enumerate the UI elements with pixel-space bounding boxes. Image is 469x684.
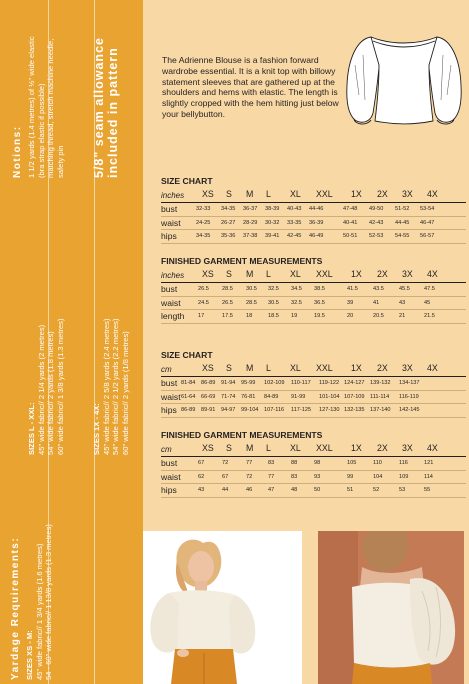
size-header: XL	[290, 269, 301, 279]
table-cell: 30.5	[268, 299, 279, 306]
table-cell: 62	[198, 473, 205, 480]
table-cell: 36-39	[309, 219, 324, 226]
row-label: bust	[161, 377, 178, 388]
table-cell: 88	[291, 459, 298, 466]
table-cell: 20	[347, 313, 354, 320]
table-cell: 101-104	[319, 393, 340, 400]
table-cell: 32.5	[291, 299, 302, 306]
table-cell: 110	[373, 459, 382, 466]
table-cell: 26.5	[198, 285, 209, 292]
table-title: SIZE CHART	[161, 350, 213, 360]
table-cell: 72	[222, 459, 229, 466]
yardage-1x-4x-block	[92, 319, 130, 456]
size-header: XXL	[316, 443, 333, 453]
size-header: XL	[290, 443, 301, 453]
size-header: 3X	[402, 443, 413, 453]
table-cell: 18	[246, 313, 253, 320]
table-row	[161, 471, 466, 485]
table-row	[161, 297, 466, 311]
table-cell: 104	[373, 473, 383, 480]
size-header: 2X	[377, 269, 388, 279]
table-cell: 66-69	[201, 393, 216, 400]
table-cell: 42-45	[287, 233, 302, 240]
table-row	[161, 457, 466, 471]
yardage-l-xxl-label: SIZES L - XXL:	[27, 402, 36, 455]
finished-measurements-inches	[161, 256, 466, 324]
table-row	[161, 310, 466, 324]
yardage-line: 45" wide fabric// 2 1/4 yards (2 metres)	[36, 324, 46, 455]
notions-block	[12, 36, 65, 178]
size-header: 2X	[377, 189, 388, 199]
table-cell: 124-127	[344, 379, 365, 386]
table-cell: 116	[399, 459, 408, 466]
table-cell: 44-45	[395, 219, 410, 226]
size-header: L	[266, 269, 271, 279]
table-cell: 91-99	[291, 393, 306, 400]
notions-heading: Notions:	[12, 125, 23, 178]
table-cell: 36.5	[314, 299, 325, 306]
table-cell: 95-99	[241, 379, 256, 386]
table-cell: 67	[198, 459, 205, 466]
table-cell: 117-125	[291, 407, 312, 414]
table-row	[161, 230, 466, 244]
size-header: S	[226, 269, 232, 279]
table-cell: 28.5	[222, 285, 233, 292]
yardage-heading: Yardage Requirements:	[10, 536, 21, 680]
table-cell: 119-122	[319, 379, 340, 386]
row-label: hips	[161, 405, 177, 416]
table-cell: 134-137	[399, 379, 420, 386]
notions-line: safety pin	[55, 145, 65, 178]
size-header: XXL	[316, 189, 333, 199]
table-cell: 127-130	[319, 407, 340, 414]
size-header: S	[226, 443, 232, 453]
size-header: 2X	[377, 443, 388, 453]
size-header: S	[226, 363, 232, 373]
table-cell: 53-54	[420, 205, 435, 212]
table-row	[161, 404, 466, 418]
table-header-row	[161, 189, 466, 203]
table-cell: 84-89	[264, 393, 279, 400]
table-title: FINISHED GARMENT MEASUREMENTS	[161, 430, 323, 440]
size-header: 1X	[351, 443, 362, 453]
table-cell: 99-104	[241, 407, 259, 414]
yardage-line: 60" wide fabric// 2 yards (1/8 metres)	[120, 331, 130, 455]
size-chart-cm	[161, 350, 466, 418]
table-cell: 38.5	[314, 285, 325, 292]
table-cell: 24-25	[196, 219, 211, 226]
table-cell: 44-46	[309, 205, 324, 212]
table-cell: 52	[373, 487, 380, 494]
seam-allowance-block	[92, 37, 120, 178]
table-cell: 44	[222, 487, 229, 494]
table-cell: 47	[268, 487, 275, 494]
table-cell: 91-94	[221, 379, 236, 386]
table-cell: 114	[424, 473, 433, 480]
table-cell: 50	[314, 487, 321, 494]
table-cell: 33-35	[287, 219, 302, 226]
table-cell: 39	[347, 299, 354, 306]
row-label: hips	[161, 485, 177, 496]
size-header: S	[226, 189, 232, 199]
table-cell: 28.5	[246, 299, 257, 306]
seam-allowance-line2: included in pattern	[106, 47, 120, 178]
table-cell: 139-132	[370, 379, 391, 386]
yardage-l-xxl-block	[27, 319, 65, 456]
yardage-xs-m-label: SIZES XS - M:	[25, 630, 34, 680]
table-cell: 43	[399, 299, 406, 306]
size-header: L	[266, 443, 271, 453]
yardage-line: 54" wide fabric// 2 yards (1.8 metres)	[46, 331, 56, 455]
table-cell: 142-145	[399, 407, 420, 414]
table-cell: 46	[246, 487, 253, 494]
yardage-line: 54" wide fabric// 2 1/2 yards (2.2 metres)	[111, 318, 121, 455]
row-label: waist	[161, 297, 181, 308]
size-header: 4X	[427, 443, 438, 453]
size-header: L	[266, 363, 271, 373]
row-label: waist	[161, 391, 181, 402]
table-cell: 36-37	[243, 205, 258, 212]
yardage-line: 45" wide fabric// 2 5/8 yards (2.4 metres)	[101, 318, 111, 455]
table-cell: 47.5	[424, 285, 435, 292]
table-cell: 43	[198, 487, 205, 494]
table-cell: 42-43	[369, 219, 384, 226]
notions-line: matching thread, stretch machine needle,	[46, 38, 56, 178]
table-cell: 110-117	[291, 379, 311, 386]
table-cell: 37-38	[243, 233, 258, 240]
table-header-row	[161, 443, 466, 457]
table-cell: 34.5	[291, 285, 302, 292]
size-header: M	[246, 269, 254, 279]
table-cell: 55	[424, 487, 431, 494]
table-cell: 32-33	[196, 205, 211, 212]
table-cell: 98	[314, 459, 321, 466]
yardage-1x-4x-label: SIZES 1X - 4X:	[92, 403, 101, 455]
table-cell: 81-84	[181, 379, 196, 386]
table-cell: 46-47	[420, 219, 435, 226]
size-header: XS	[202, 363, 214, 373]
size-header: 1X	[351, 363, 362, 373]
table-cell: 49-50	[369, 205, 384, 212]
notions-line: 1 1/2 yards (1.4 metres) of ½" wide elastic	[27, 36, 36, 178]
table-cell: 83	[268, 459, 275, 466]
table-cell: 132-135	[344, 407, 365, 414]
row-label: hips	[161, 231, 177, 242]
size-header: L	[266, 189, 271, 199]
model-photo-back	[318, 531, 464, 684]
size-header: 4X	[427, 363, 438, 373]
yardage-line: 54 - 60" wide fabric// 1 13/8 yards (1.3 metres)	[44, 524, 54, 680]
row-label: bust	[161, 283, 178, 294]
table-row	[161, 377, 466, 391]
table-cell: 77	[246, 459, 253, 466]
unit-label: cm	[161, 364, 172, 374]
table-cell: 52-53	[369, 233, 384, 240]
table-cell: 34-35	[221, 205, 236, 212]
table-cell: 45	[424, 299, 431, 306]
table-row	[161, 283, 466, 297]
table-row	[161, 217, 466, 231]
yardage-line: 45" wide fabric// 1 3/4 yards (1.6 metres)	[34, 543, 44, 680]
table-cell: 99	[347, 473, 354, 480]
table-cell: 24.5	[198, 299, 209, 306]
table-cell: 121	[424, 459, 434, 466]
table-cell: 32.5	[268, 285, 279, 292]
table-title: FINISHED GARMENT MEASUREMENTS	[161, 256, 323, 266]
size-header: XL	[290, 189, 301, 199]
row-label: bust	[161, 457, 178, 468]
unit-label: inches	[161, 190, 185, 200]
table-cell: 20.5	[373, 313, 384, 320]
table-cell: 46-49	[309, 233, 324, 240]
table-cell: 30-32	[265, 219, 280, 226]
table-cell: 40-43	[287, 205, 302, 212]
table-cell: 39-41	[265, 233, 280, 240]
table-cell: 54-55	[395, 233, 410, 240]
table-cell: 47-48	[343, 205, 358, 212]
table-row	[161, 203, 466, 217]
table-cell: 51-52	[395, 205, 410, 212]
table-cell: 72	[246, 473, 253, 480]
size-header: XXL	[316, 269, 333, 279]
table-cell: 83	[291, 473, 298, 480]
row-label: length	[161, 311, 185, 322]
table-cell: 41	[373, 299, 380, 306]
yardage-line: 60" wide fabric// 1 3/8 yards (1.3 metres)	[55, 318, 65, 455]
table-cell: 67	[222, 473, 229, 480]
table-cell: 28-29	[243, 219, 258, 226]
table-cell: 111-114	[370, 393, 390, 400]
row-label: waist	[161, 217, 181, 228]
table-cell: 107-116	[264, 407, 285, 414]
size-header: 3X	[402, 189, 413, 199]
size-header: M	[246, 189, 254, 199]
table-cell: 26.5	[222, 299, 233, 306]
table-cell: 105	[347, 459, 357, 466]
size-header: 3X	[402, 363, 413, 373]
size-header: 2X	[377, 363, 388, 373]
table-cell: 116-119	[399, 393, 419, 400]
table-cell: 102-109	[264, 379, 285, 386]
model-photo-front	[143, 531, 302, 684]
table-cell: 21.5	[424, 313, 435, 320]
size-header: XS	[202, 189, 214, 199]
table-cell: 71-74	[221, 393, 236, 400]
table-cell: 51	[347, 487, 354, 494]
table-cell: 86-89	[201, 379, 216, 386]
size-header: 4X	[427, 269, 438, 279]
notions-line: (bra strap elastic if possible)	[36, 83, 46, 178]
table-cell: 56-57	[420, 233, 435, 240]
sidebar-panel	[0, 0, 143, 684]
table-cell: 45.5	[399, 285, 410, 292]
table-cell: 53	[399, 487, 406, 494]
table-cell: 43.5	[373, 285, 384, 292]
table-cell: 89-91	[201, 407, 216, 414]
row-label: bust	[161, 203, 178, 214]
blouse-sketch	[343, 25, 465, 137]
size-header: 1X	[351, 189, 362, 199]
table-cell: 34-35	[196, 233, 211, 240]
table-cell: 19	[291, 313, 298, 320]
table-cell: 38-39	[265, 205, 280, 212]
table-cell: 76-81	[241, 393, 256, 400]
table-cell: 41.5	[347, 285, 358, 292]
table-cell: 137-140	[370, 407, 391, 414]
size-header: 3X	[402, 269, 413, 279]
table-cell: 61-64	[181, 393, 196, 400]
table-cell: 17	[198, 313, 205, 320]
table-cell: 35-36	[221, 233, 236, 240]
table-cell: 50-51	[343, 233, 358, 240]
table-header-row	[161, 363, 466, 377]
size-header: M	[246, 443, 254, 453]
table-cell: 107-109	[344, 393, 365, 400]
seam-allowance-line1: 5/8" seam allowance	[92, 37, 106, 178]
table-cell: 93	[314, 473, 321, 480]
table-cell: 86-89	[181, 407, 196, 414]
row-label: waist	[161, 471, 181, 482]
unit-label: cm	[161, 444, 172, 454]
table-cell: 19.5	[314, 313, 325, 320]
table-cell: 94-97	[221, 407, 236, 414]
table-cell: 17.5	[222, 313, 233, 320]
size-header: 4X	[427, 189, 438, 199]
table-cell: 77	[268, 473, 275, 480]
unit-label: inches	[161, 270, 185, 280]
size-header: XS	[202, 269, 214, 279]
yardage-xs-m-block	[10, 524, 54, 680]
size-header: M	[246, 363, 254, 373]
size-chart-inches	[161, 176, 466, 244]
table-row	[161, 484, 466, 498]
table-row	[161, 391, 466, 405]
table-cell: 48	[291, 487, 298, 494]
table-header-row	[161, 269, 466, 283]
size-header: XXL	[316, 363, 333, 373]
size-header: XL	[290, 363, 301, 373]
table-cell: 109	[399, 473, 409, 480]
table-cell: 30.5	[246, 285, 257, 292]
pattern-description: The Adrienne Blouse is a fashion forward wardrobe essential. It is a knit top with billowy statement sleeves that are gathered up at the shoulders and hems with elastic. The length is slightly cropped with the hem hitting just below your bellybutton.	[162, 55, 339, 119]
table-cell: 21	[399, 313, 406, 320]
table-title: SIZE CHART	[161, 176, 213, 186]
table-cell: 26-27	[221, 219, 236, 226]
finished-measurements-cm	[161, 430, 466, 498]
table-cell: 40-41	[343, 219, 358, 226]
table-cell: 18.5	[268, 313, 279, 320]
size-header: 1X	[351, 269, 362, 279]
size-header: XS	[202, 443, 214, 453]
